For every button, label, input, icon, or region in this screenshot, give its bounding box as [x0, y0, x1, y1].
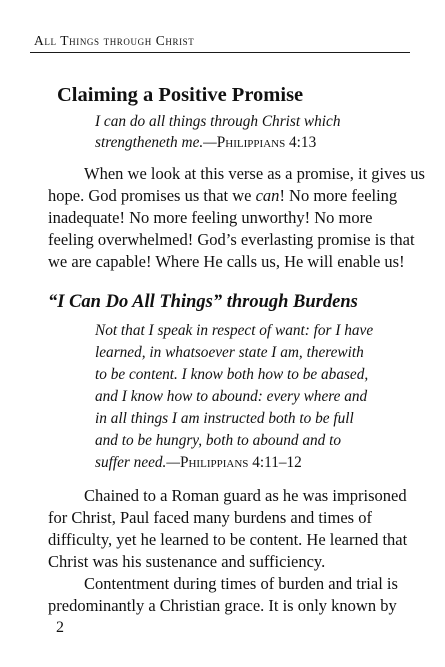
epigraph-line: Not that I speak in respect of want: for I have [95, 322, 374, 339]
running-head: All Things through Christ [34, 33, 195, 48]
emphasis-can: can [255, 186, 280, 205]
epigraph-text: suffer need.— [95, 454, 180, 471]
epigraph-line: learned, in whatsoever state I am, therewith [95, 344, 364, 361]
paragraph-line: Christ was his sustenance and sufficiency. [48, 552, 326, 571]
section-heading-positive-promise: Claiming a Positive Promise [57, 84, 304, 106]
paragraph-line: When we look at this verse as a promise, it gives us [84, 164, 425, 183]
epigraph-line: I can do all things through Christ which [95, 113, 341, 130]
paragraph-line: for Christ, Paul faced many burdens and times of [48, 508, 372, 527]
paragraph-line: difficulty, yet he learned to be content. He learned that [48, 530, 408, 549]
section-heading-burdens: “I Can Do All Things” through Burdens [48, 292, 358, 312]
epigraph-line: and to be hungry, both to abound and to [95, 432, 342, 449]
scripture-reference: Philippians 4:13 [216, 134, 317, 151]
paragraph-line: Contentment during times of burden and trial is [84, 574, 398, 593]
page-number: 2 [56, 619, 64, 636]
paragraph-line: we are capable! Where He calls us, He will enable us! [48, 252, 405, 271]
epigraph-line: and I know how to abound: every where and [95, 388, 368, 405]
text-span: hope. God promises us that we [48, 186, 256, 205]
text-span: ! No more feeling [279, 186, 398, 205]
paragraph-line: feeling overwhelmed! God’s everlasting promise is that [48, 230, 415, 249]
scripture-reference: Philippians 4:11–12 [179, 454, 302, 471]
epigraph-line: to be content. I know both how to be abased, [95, 366, 369, 383]
epigraph-text: strengtheneth me.— [95, 134, 217, 151]
paragraph-line [48, 186, 397, 206]
epigraph-line [95, 454, 302, 472]
paragraph-line: inadequate! No more feeling unworthy! No more [48, 208, 373, 227]
paragraph-line: Chained to a Roman guard as he was imprisoned [84, 486, 407, 505]
epigraph-line: in all things I am instructed both to be full [95, 410, 354, 427]
paragraph-line: predominantly a Christian grace. It is only known by [48, 596, 397, 615]
epigraph-line [95, 134, 316, 152]
header-rule [30, 52, 410, 53]
